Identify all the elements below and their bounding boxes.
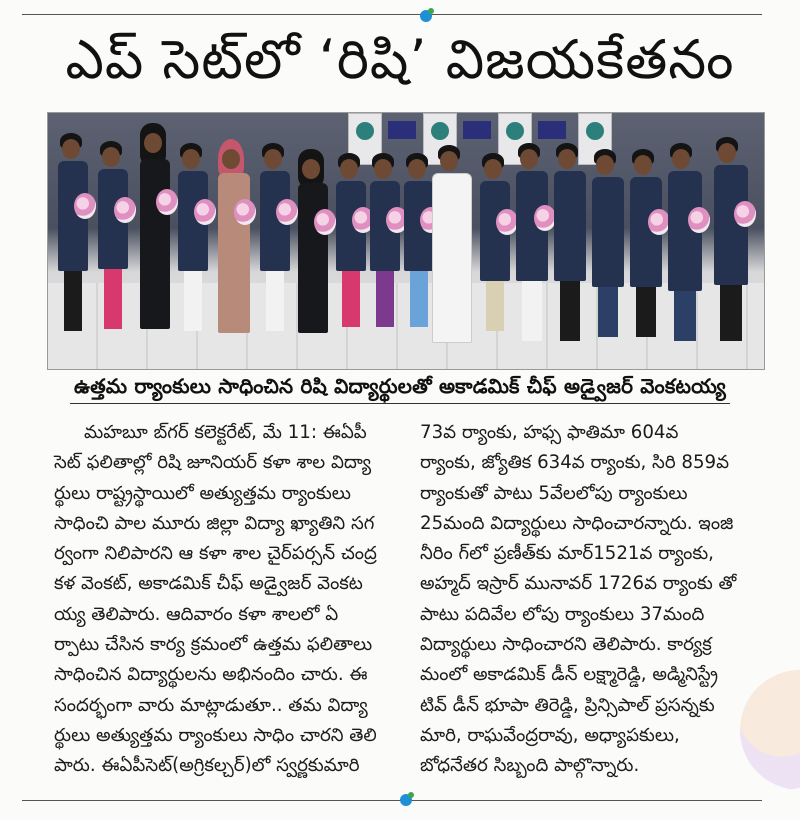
article-line: ర్థులు రాష్ట్రస్థాయిలో అత్యుత్తమ ర్యాంకులు xyxy=(54,482,351,504)
article-line: విద్యార్థులు సాధించారని తెలిపారు. కార్యక్ర xyxy=(420,634,712,656)
article-right-column xyxy=(420,418,770,782)
backdrop-logo xyxy=(463,121,491,139)
paper-logo-drop-icon xyxy=(418,6,436,24)
article-line: 25మంది విద్యార్థులు సాధించారన్నారు. ఇంజి xyxy=(420,512,734,534)
article-line: మంలో అకాడమిక్ డీన్ లక్ష్మారెడ్డి, అడ్మినిస్ట్రే xyxy=(420,664,718,686)
backdrop-logo xyxy=(538,121,566,139)
article-line: పాటు పదివేల లోపు ర్యాంకులు 37మంది xyxy=(420,603,705,625)
backdrop-logo xyxy=(388,121,416,139)
article-line: ర్వంగా నిలిపారని ఆ కళా శాల చైర్‌పర్సన్ చంద్ర xyxy=(54,543,377,565)
article-left-column xyxy=(54,418,404,782)
article-line: సందర్భంగా వారు మాట్లాడుతూ.. తమ విద్యా xyxy=(54,694,368,716)
section-end-drop-icon xyxy=(398,790,416,808)
article-line: మారి, రాఘవేంద్రరావు, అధ్యాపకులు, xyxy=(420,724,680,746)
group-photo xyxy=(47,112,765,370)
article-line: సెట్ ఫలితాల్లో రిషి జూనియర్ కళా శాల విద్యా xyxy=(54,452,372,474)
article-line: య్య తెలిపారు. ఆదివారం కళా శాలలో ఏ xyxy=(54,603,339,625)
article-line: సాధించి పాల మూరు జిల్లా విద్యా ఖ్యాతిని సగ xyxy=(54,512,375,534)
article-line: ర్పాటు చేసిన కార్య క్రమంలో ఉత్తమ ఫలితాలు xyxy=(54,634,373,656)
bottom-rule xyxy=(22,800,762,801)
article-line: కళ వెంకట్, అకాడమిక్ చీఫ్ అడ్వైజర్ వెంకట xyxy=(54,573,363,595)
article-line: ర్థులు అత్యుత్తమ ర్యాంకులు సాధిం చారని తెలి xyxy=(54,724,377,746)
previous-article-cutoff xyxy=(0,0,800,16)
photo-caption: ఉత్తమ ర్యాంకులు సాధించిన రిషి విద్యార్థులతో అకాడమిక్ చీఫ్ అడ్వైజర్ వెంకటయ్య xyxy=(73,374,727,398)
article-line: నీరిం గ్‌లో ప్రణీత్‌కు మార్1521వ ర్యాంకు, xyxy=(420,543,714,565)
article-line: పారు. ఈఏపీసెట్(అగ్రికల్చర్)లో స్వర్ణకుమారి xyxy=(54,755,360,777)
article-line: అహ్మద్ ఇస్రార్ మునావర్ 1726వ ర్యాంకు తో xyxy=(420,573,737,595)
article-line: సాధించిన విద్యార్థులను అభినందిం చారు. ఈ xyxy=(54,664,368,686)
article-line: మహబూ బ్‌గర్ కలెక్టరేట్, మే 11: ఈఏపీ xyxy=(84,422,367,443)
article-line: 73వ ర్యాంకు, హఫ్స ఫాతిమా 604వ xyxy=(420,422,679,443)
article-line: టివ్ డీన్ భూపా తిరెడ్డి, ప్రిన్సిపాల్ ప్రసన్నకు xyxy=(420,694,715,716)
top-rule xyxy=(22,14,762,15)
article-line: ర్యాంకు, జ్యోతిక 634వ ర్యాంకు, సిరి 859వ xyxy=(420,452,730,474)
article-line: బోధనేతర సిబ్బంది పాల్గొన్నారు. xyxy=(420,755,640,777)
caption-underline xyxy=(70,403,730,404)
headline: ఎప్ సెట్‌లో ‘రిషి’ విజయకేతనం xyxy=(65,28,735,91)
article-line: ర్యాంకుతో పాటు 5వేలలోపు ర్యాంకులు xyxy=(420,482,688,504)
